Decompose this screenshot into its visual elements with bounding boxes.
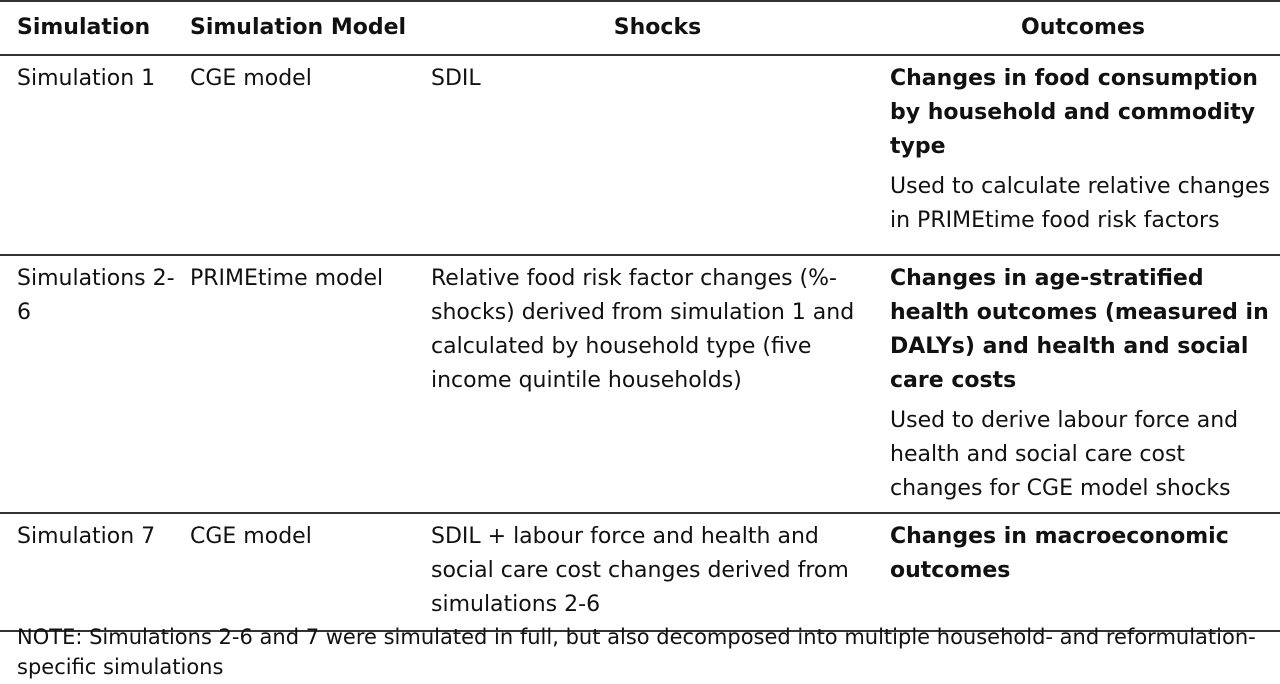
outcome-sub: Used to derive labour force and health and social care cost changes for CGE model shocks xyxy=(890,408,1239,501)
cell-model: CGE model xyxy=(188,513,429,631)
table-note: NOTE: Simulations 2-6 and 7 were simulated in full, but also decomposed into multiple household- and reformulation-specific simulations xyxy=(17,625,1256,679)
cell-model: CGE model xyxy=(188,55,429,255)
header-shocks: Shocks xyxy=(429,1,886,55)
table-row xyxy=(0,513,1280,631)
cell-model: PRIMEtime model xyxy=(188,255,429,513)
cell-shocks: SDIL xyxy=(429,55,886,255)
cell-shocks: SDIL + labour force and health and social care cost changes derived from simulations 2-6 xyxy=(429,513,886,631)
cell-outcomes xyxy=(886,513,1280,631)
cell-simulation: Simulation 1 xyxy=(0,55,188,255)
cell-outcomes xyxy=(886,55,1280,255)
table-row xyxy=(0,255,1280,513)
outcome-main: Changes in age-stratified health outcomes (measured in DALYs) and health and social care costs xyxy=(890,266,1269,393)
header-simulation: Simulation xyxy=(0,1,188,55)
outcome-main: Changes in food consumption by household and commodity type xyxy=(890,66,1258,159)
cell-simulation: Simulation 7 xyxy=(0,513,188,631)
cell-simulation: Simulations 2-6 xyxy=(0,255,188,513)
header-outcomes: Outcomes xyxy=(886,1,1280,55)
table-row xyxy=(0,55,1280,255)
header-simulation-model: Simulation Model xyxy=(188,1,429,55)
outcome-sub: Used to calculate relative changes in PRIMEtime food risk factors xyxy=(890,174,1271,233)
table-header-row xyxy=(0,1,1280,55)
cell-shocks: Relative food risk factor changes (%-shocks) derived from simulation 1 and calculated by household type (five income quintile households) xyxy=(429,255,886,513)
cell-outcomes xyxy=(886,255,1280,513)
outcome-main: Changes in macroeconomic outcomes xyxy=(890,524,1229,583)
